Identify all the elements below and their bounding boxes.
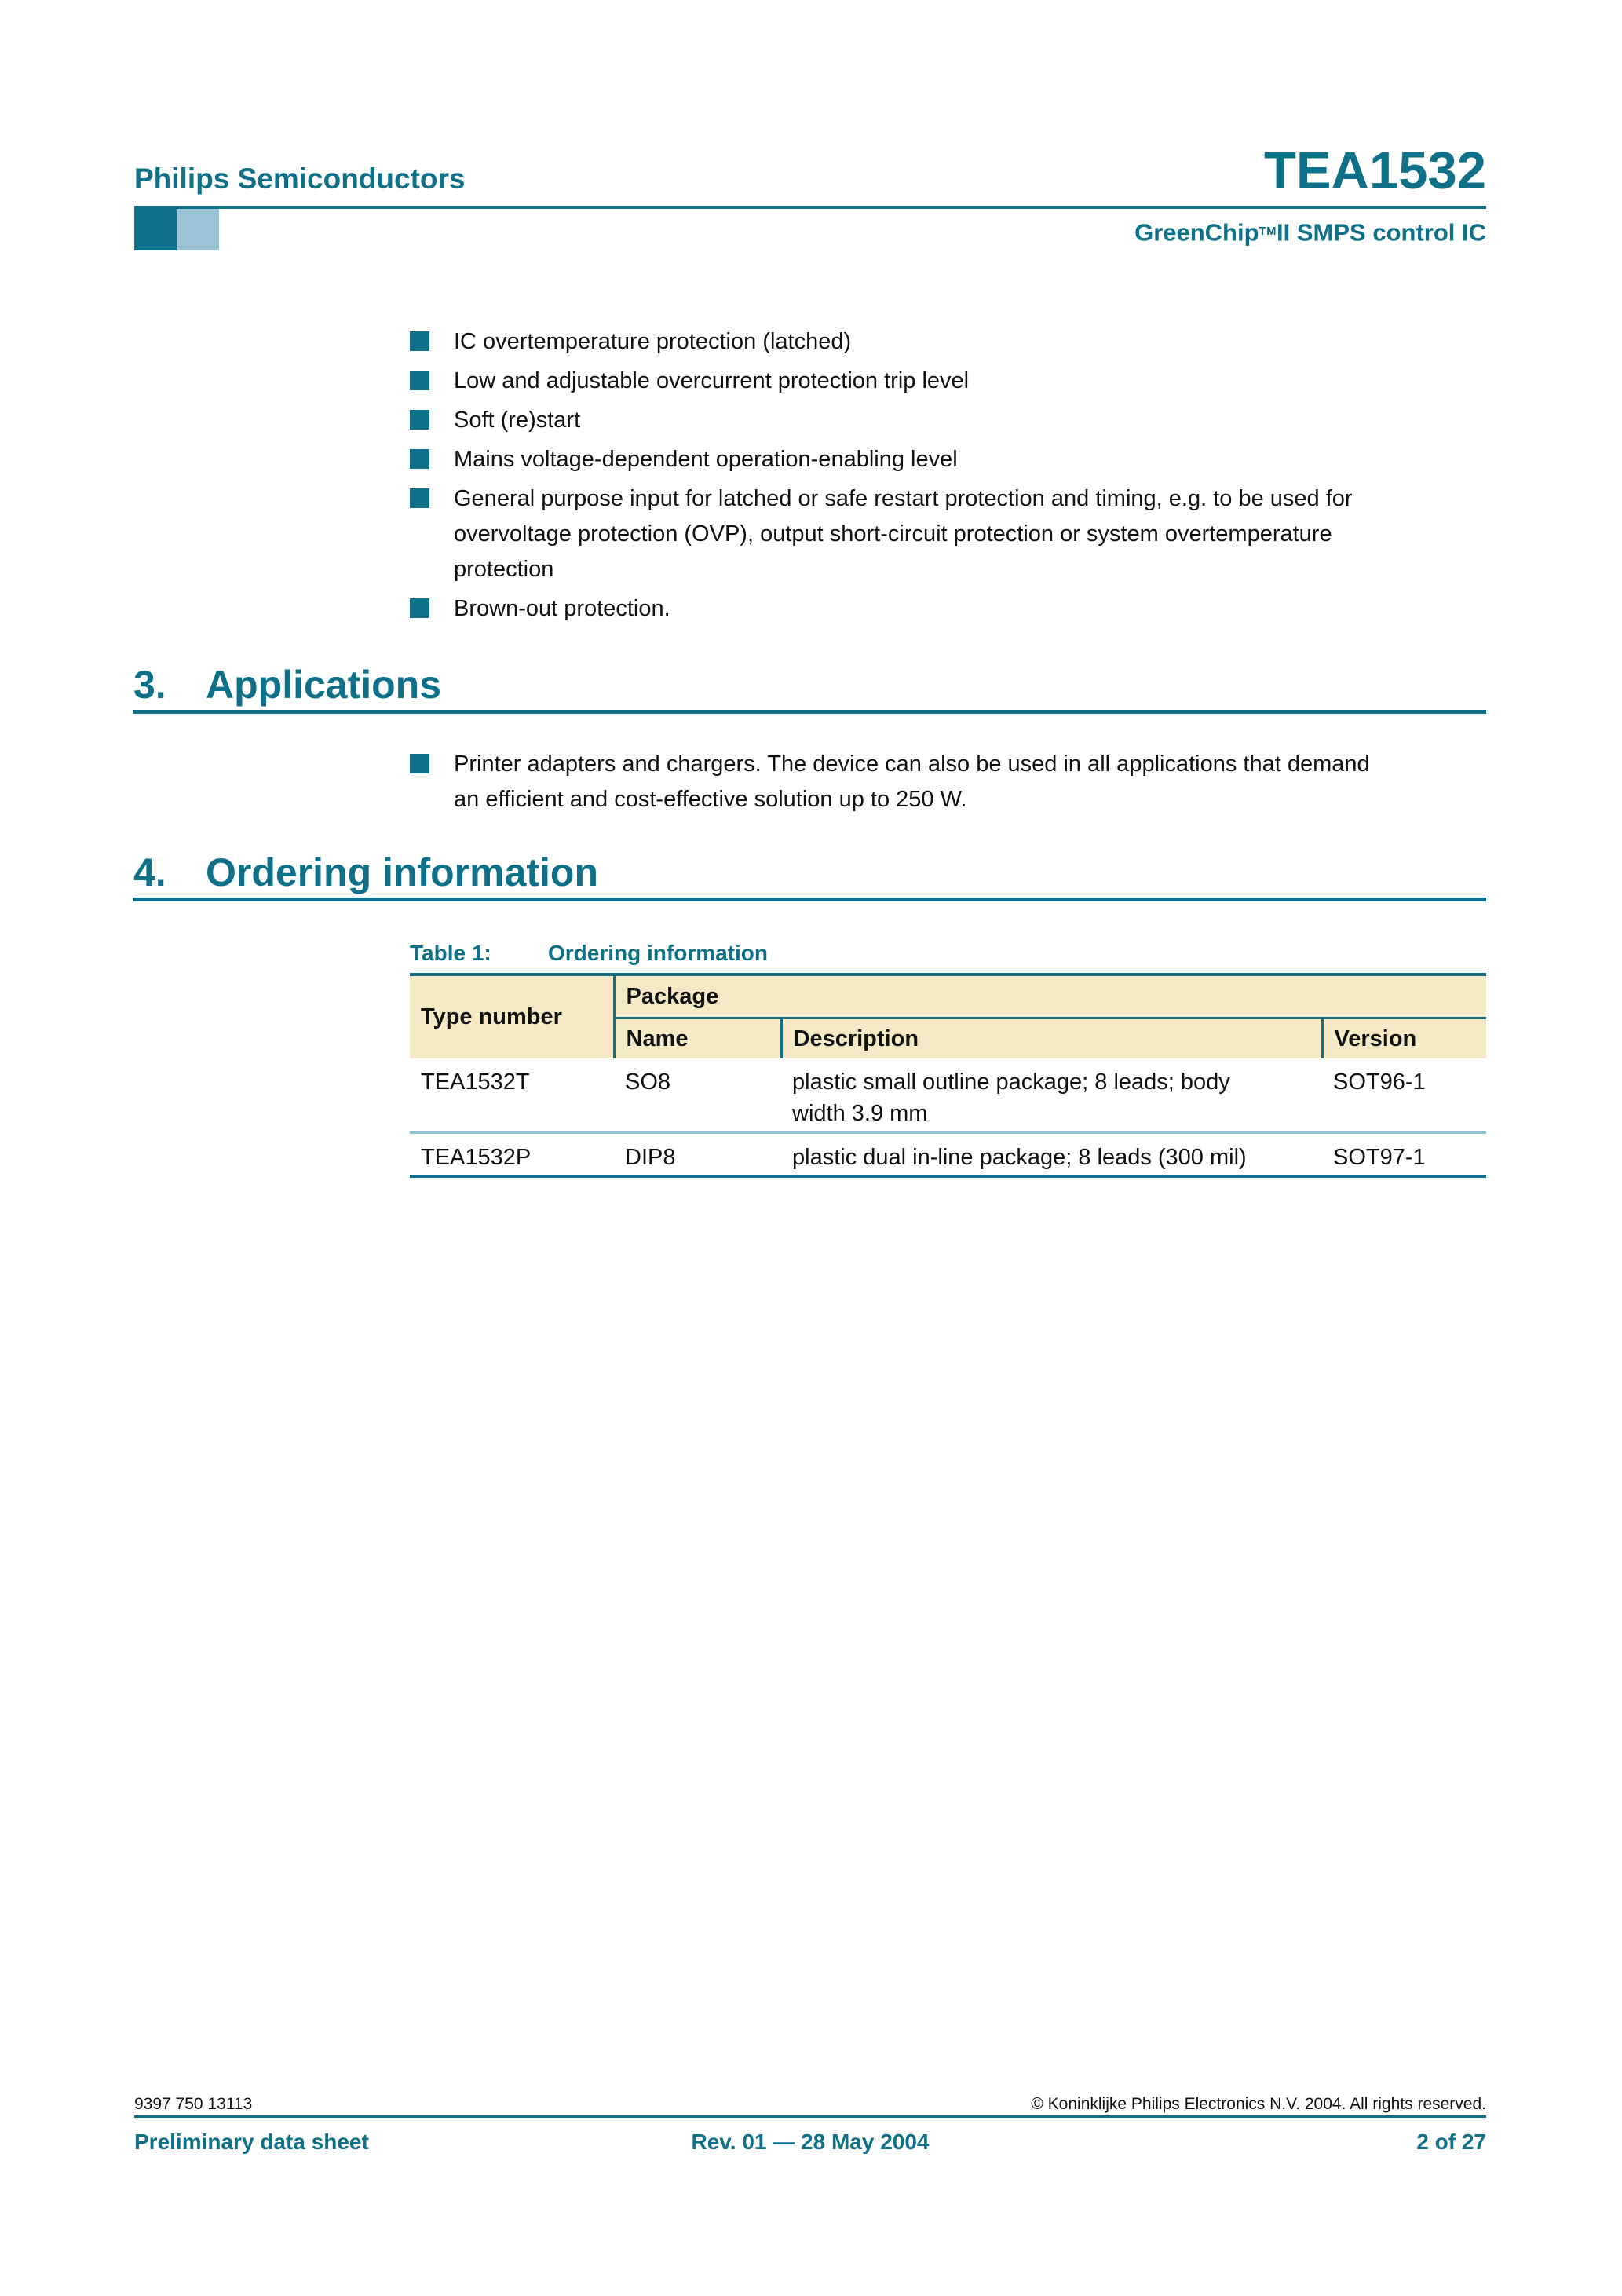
applications-list bbox=[410, 747, 1486, 817]
feature-list bbox=[410, 324, 1486, 627]
cell-type-number: TEA1532T bbox=[421, 1069, 530, 1095]
section-number: 3. bbox=[133, 663, 166, 707]
list-item-text: IC overtemperature protection (latched) bbox=[454, 329, 852, 354]
list-item bbox=[410, 591, 1412, 627]
table-header-row bbox=[410, 974, 1486, 1018]
section-title: Ordering information bbox=[206, 850, 598, 894]
document-number: 9397 750 13113 bbox=[134, 2095, 253, 2113]
list-item bbox=[410, 324, 1412, 360]
trademark-sup: TM bbox=[1259, 225, 1277, 238]
list-item bbox=[410, 442, 1412, 477]
list-item bbox=[410, 747, 1385, 817]
footer-meta-row bbox=[134, 2095, 1486, 2113]
bullet-square-icon bbox=[410, 331, 429, 351]
column-header-version: Version bbox=[1322, 1018, 1486, 1059]
philips-logo-squares bbox=[134, 209, 219, 250]
table-caption-label: Table 1: bbox=[410, 941, 491, 965]
section-title: Applications bbox=[206, 663, 442, 707]
list-item bbox=[410, 481, 1412, 587]
column-header-description: Description bbox=[781, 1018, 1322, 1059]
cell-type-number: TEA1532P bbox=[421, 1145, 532, 1170]
list-item-text: Brown-out protection. bbox=[454, 596, 670, 621]
subtitle-prefix: GreenChip bbox=[1134, 218, 1259, 247]
bullet-square-icon bbox=[410, 410, 429, 430]
section-number: 4. bbox=[133, 850, 166, 894]
list-item-text: Mains voltage-dependent operation-enabling level bbox=[454, 447, 958, 472]
document-title: TEA1532 bbox=[1263, 141, 1486, 200]
list-item-text: Printer adapters and chargers. The device can also be used in all applications that demand an efficient and cost-effective solution up to 250 W. bbox=[454, 751, 1370, 812]
cell-description: plastic dual in-line package; 8 leads (300 mil) bbox=[792, 1145, 1247, 1170]
logo-square-dark bbox=[134, 209, 177, 250]
header-rule bbox=[134, 206, 1486, 209]
list-item-text: General purpose input for latched or safe restart protection and timing, e.g. to be used for overvoltage protection (OVP), output short-circuit protection or system overtemperature protection bbox=[454, 486, 1353, 582]
cell-version: SOT96-1 bbox=[1333, 1069, 1426, 1095]
revision-label: Rev. 01 — 28 May 2004 bbox=[691, 2130, 930, 2154]
document-subtitle bbox=[1134, 218, 1486, 247]
table-row bbox=[410, 1058, 1486, 1132]
bullet-square-icon bbox=[410, 449, 429, 469]
section-heading-applications bbox=[133, 664, 1486, 714]
table-caption-title: Ordering information bbox=[548, 941, 768, 965]
logo-square-light bbox=[177, 209, 219, 250]
bullet-square-icon bbox=[410, 598, 429, 618]
brand-name: Philips Semiconductors bbox=[134, 163, 466, 195]
list-item-text: Soft (re)start bbox=[454, 408, 581, 433]
column-header-type-number: Type number bbox=[410, 974, 614, 1058]
footer-rule bbox=[134, 2115, 1486, 2118]
subtitle-suffix: II SMPS control IC bbox=[1277, 218, 1486, 247]
section-heading-ordering bbox=[133, 852, 1486, 901]
footer-main-row bbox=[134, 2130, 1486, 2155]
list-item bbox=[410, 364, 1412, 399]
cell-description: plastic small outline package; 8 leads; body width 3.9 mm bbox=[792, 1069, 1230, 1126]
page-number: 2 of 27 bbox=[1416, 2130, 1486, 2154]
column-header-package: Package bbox=[614, 974, 1486, 1018]
cell-version: SOT97-1 bbox=[1333, 1145, 1426, 1170]
list-item-text: Low and adjustable overcurrent protection trip level bbox=[454, 368, 970, 393]
bullet-square-icon bbox=[410, 371, 429, 390]
table-row bbox=[410, 1132, 1486, 1176]
table-caption bbox=[410, 940, 1486, 967]
bullet-square-icon bbox=[410, 488, 429, 508]
ordering-table bbox=[410, 973, 1486, 1178]
bullet-square-icon bbox=[410, 754, 429, 773]
cell-package-name: SO8 bbox=[625, 1069, 671, 1095]
page-content bbox=[133, 324, 1486, 1178]
copyright-notice: © Koninklijke Philips Electronics N.V. 2004. All rights reserved. bbox=[1031, 2095, 1486, 2113]
cell-package-name: DIP8 bbox=[625, 1145, 676, 1170]
column-header-name: Name bbox=[614, 1018, 781, 1059]
doc-type-label: Preliminary data sheet bbox=[134, 2130, 369, 2154]
list-item bbox=[410, 403, 1412, 438]
